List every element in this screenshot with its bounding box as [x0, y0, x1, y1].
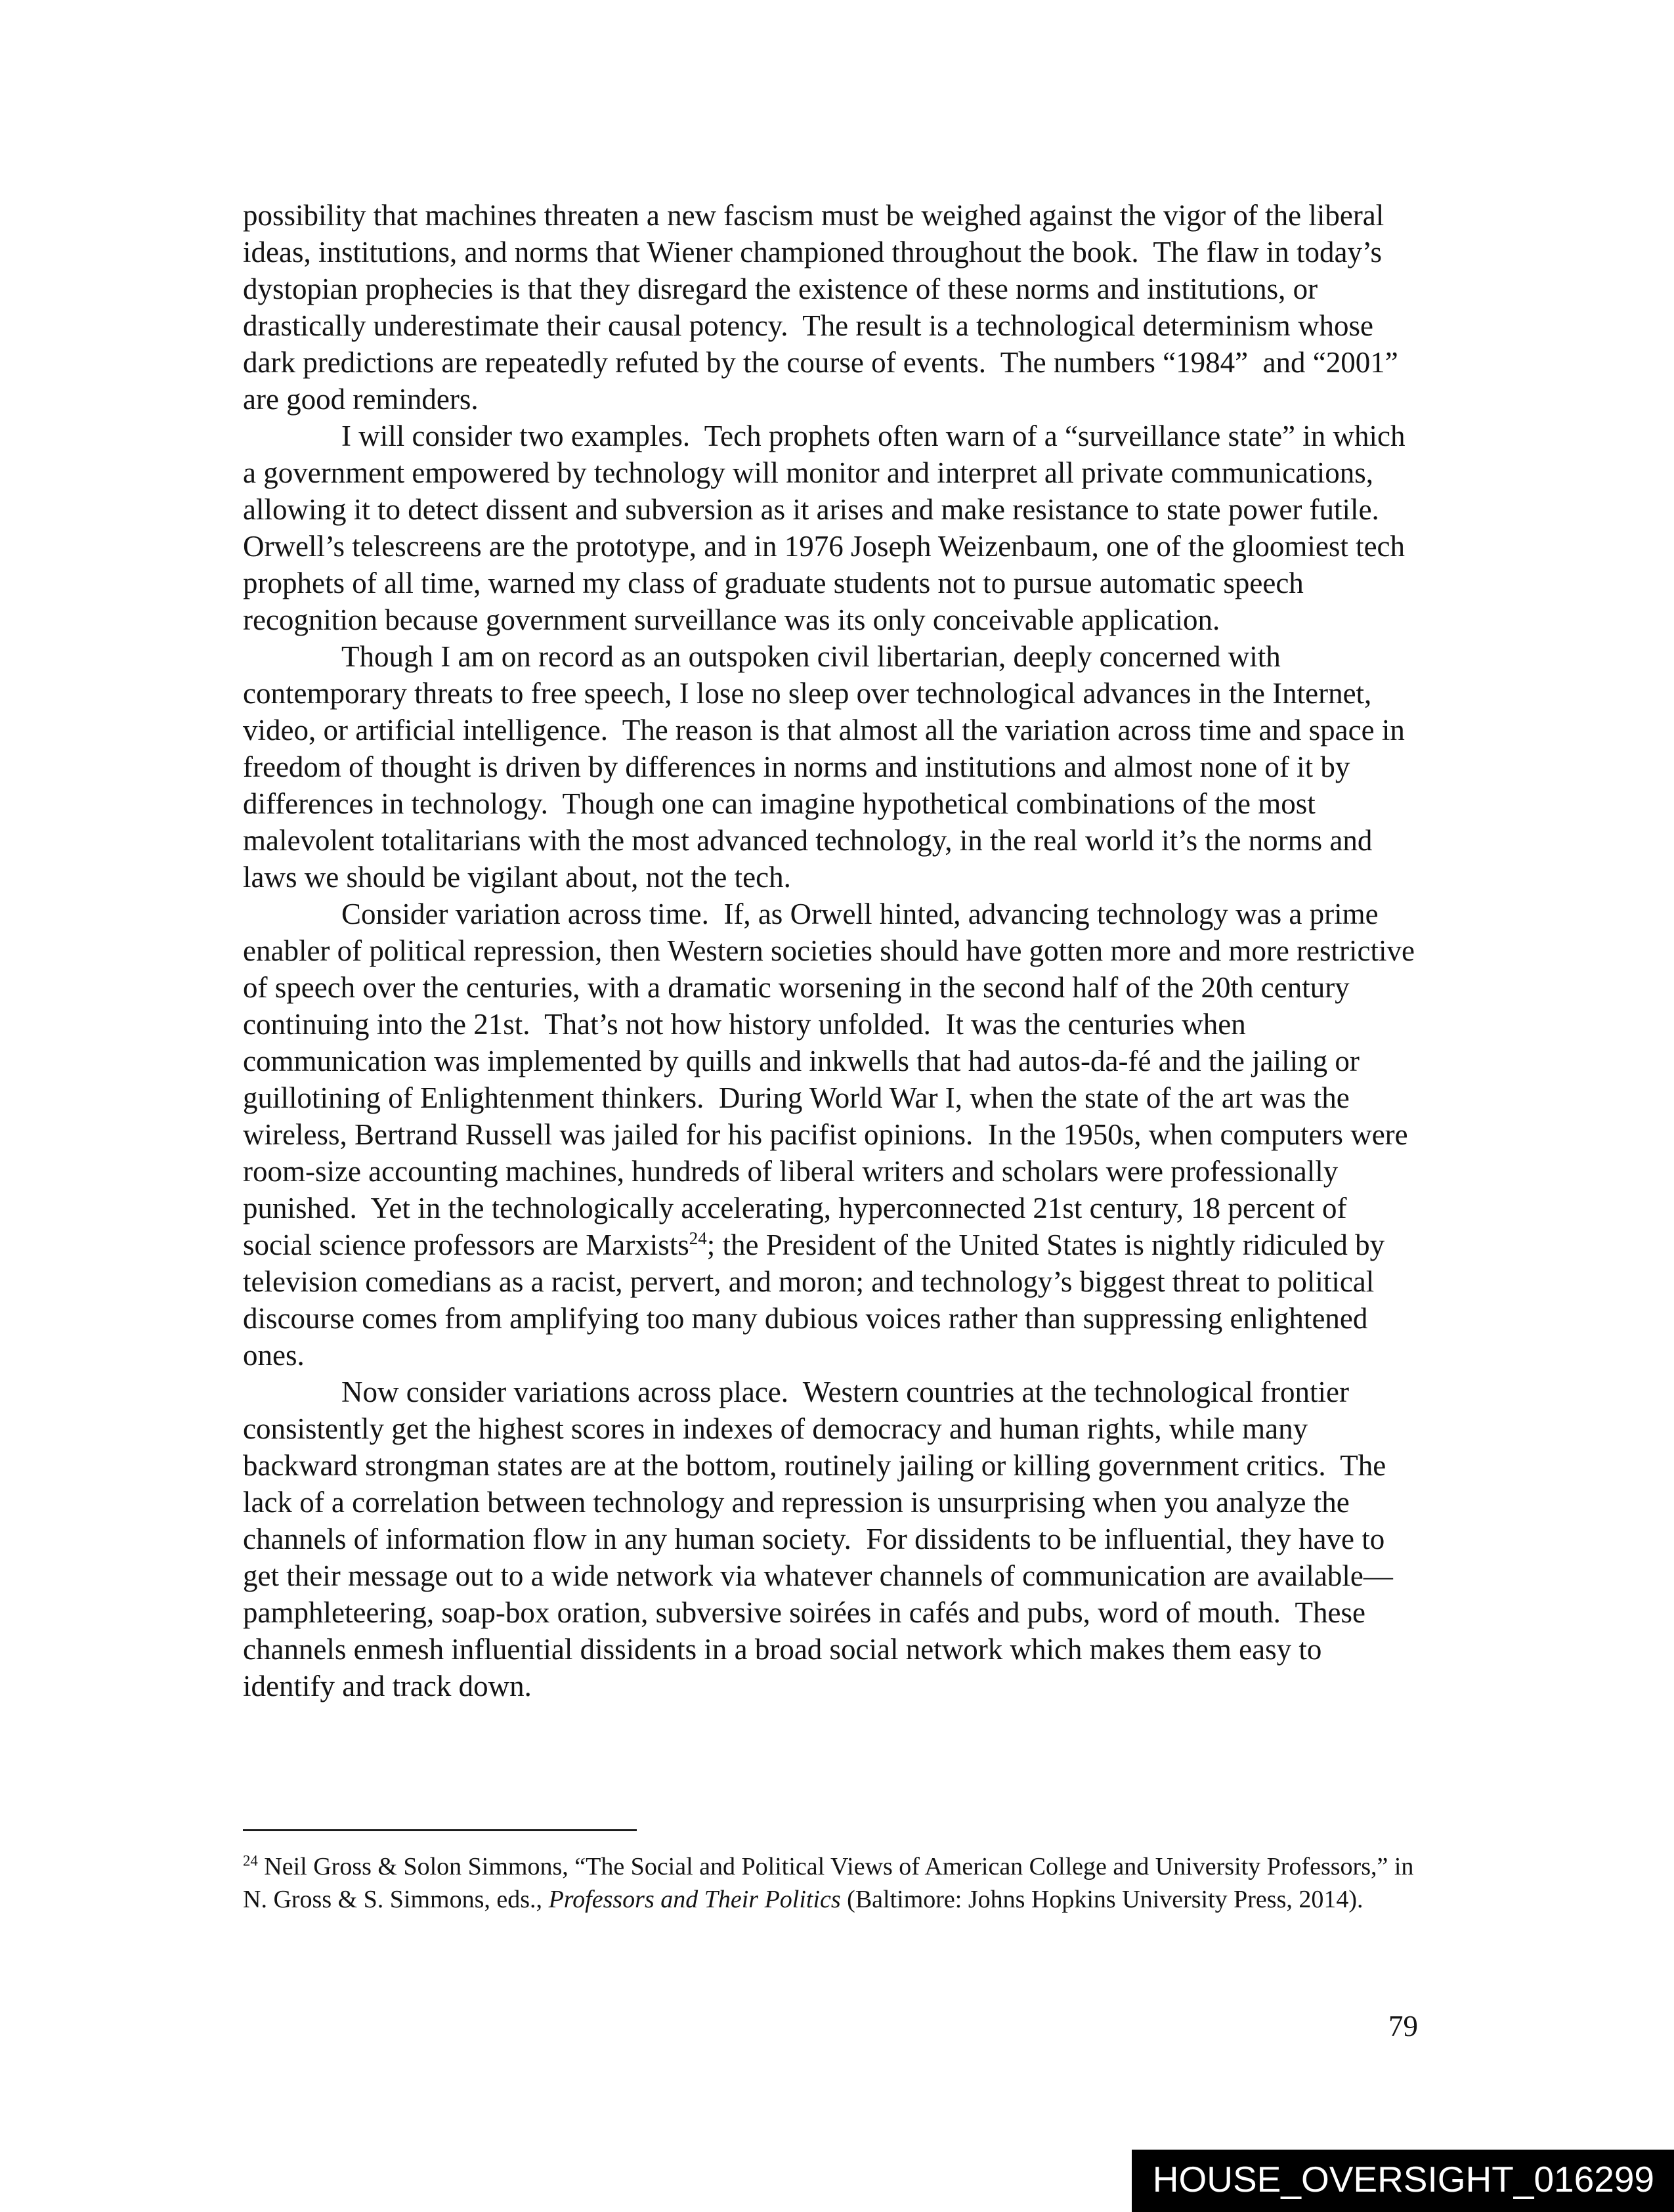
paragraph	[243, 197, 1418, 418]
footnote-reference: 24	[243, 1852, 258, 1869]
watermark-stamp: HOUSE_OVERSIGHT_016299	[1132, 2150, 1674, 2212]
paragraph	[243, 418, 1418, 638]
body-text	[243, 197, 1423, 1704]
footnote-separator	[243, 1829, 637, 1831]
paragraph	[243, 638, 1418, 896]
italic-text: Professors and Their Politics	[548, 1886, 841, 1913]
text-run: Now consider variations across place. Western countries at the technological frontier consistently get the highest scores in indexes of democracy and human rights, while many backward strongman states are at the bottom, routinely jailing or killing government critics. The lack of a correlation between technology and repression is unsurprising when you analyze the channels of information flow in any human society. For dissidents to be influential, they have to get their message out to a wide network via whatever channels of communication are available—pamphleteering, soap-box oration, subversive soirées in cafés and pubs, word of mouth. These channels enmesh influential dissidents in a broad social network which makes them easy to identify and track down.	[243, 1376, 1394, 1702]
text-run: Though I am on record as an outspoken civil libertarian, deeply concerned with contemporary threats to free speech, I lose no sleep over technological advances in the Internet, video, or artificial intelligence. The reason is that almost all the variation across time and space in freedom of thought is driven by differences in norms and institutions and almost none of it by differences in technology. Though one can imagine hypothetical combinations of the most malevolent totalitarians with the most advanced technology, in the real world it’s the norms and laws we should be vigilant about, not the tech.	[243, 640, 1413, 894]
text-run: I will consider two examples. Tech prophets often warn of a “surveillance state” in which a government empowered by technology will monitor and interpret all private communications, allowing it to detect dissent and subversion as it arises and make resistance to state power futile. Orwell’s telescreens are the prototype, and in 1976 Joseph Weizenbaum, one of the gloomiest tech prophets of all time, warned my class of graduate students not to pursue automatic speech recognition because government surveillance was its only conceivable application.	[243, 420, 1413, 636]
footnote-reference: 24	[689, 1228, 707, 1248]
text-run: Consider variation across time. If, as Orwell hinted, advancing technology was a prime enabler of political repression, then Western societies should have gotten more and more restrictive of speech over the centuries, with a dramatic worsening in the second half of the 20th century continuing into the 21st. That’s not how history unfolded. It was the centuries when communication was implemented by quills and inkwells that had autos-da-fé and the jailing or guillotining of Enlightenment thinkers. During World War I, when the state of the art was the wireless, Bertrand Russell was jailed for his pacifist opinions. In the 1950s, when computers were room-size accounting machines, hundreds of liberal writers and scholars were professionally punished. Yet in the technologically accelerating, hyperconnected 21st century, 18 percent of social science professors are Marxists	[243, 898, 1423, 1261]
text-run: Neil Gross & Solon Simmons, “The Social and Political Views of American College and University Professors,” in N. Gross & S. Simmons, eds.,	[243, 1853, 1420, 1913]
page-number: 79	[1388, 2010, 1418, 2043]
text-run: possibility that machines threaten a new fascism must be weighed against the vigor of the liberal ideas, institutions, and norms that Wiener championed throughout the book. The flaw in today’s dystopian prophecies is that they disregard the existence of these norms and institutions, or drastically underestimate their causal potency. The result is a technological determinism whose dark predictions are repeatedly refuted by the course of events. The numbers “1984” and “2001” are good reminders.	[243, 199, 1406, 416]
paragraph	[243, 1374, 1418, 1704]
text-run: ; the President of the United States is nightly ridiculed by television comedians as a racist, pervert, and moron; and technology’s biggest threat to political discourse comes from amplifying too many dubious voices rather than suppressing enlightened ones.	[243, 1228, 1392, 1372]
paragraph	[243, 896, 1423, 1374]
text-run: (Baltimore: Johns Hopkins University Press, 2014).	[840, 1886, 1363, 1913]
footnote	[243, 1850, 1418, 1916]
